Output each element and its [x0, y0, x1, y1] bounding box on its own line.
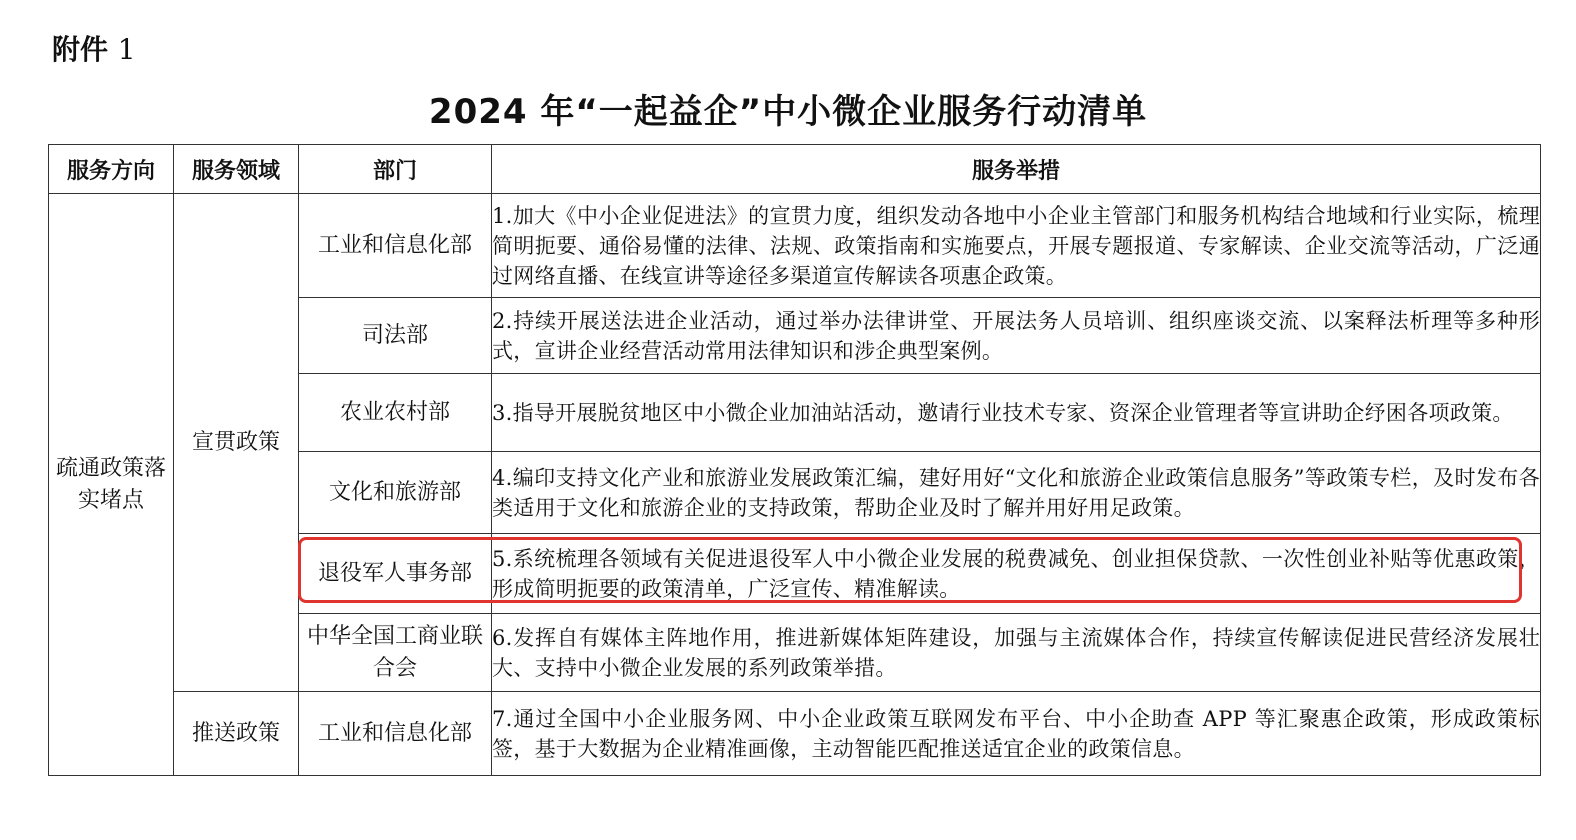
measure-cell: 3.指导开展脱贫地区中小微企业加油站活动，邀请行业技术专家、资深企业管理者等宣讲助企纾困各项政策。 — [492, 374, 1541, 452]
attachment-label — [52, 32, 136, 68]
direction-cell: 疏通政策落实堵点 — [49, 194, 174, 776]
measure-cell: 2.持续开展送法进企业活动，通过举办法律讲堂、开展法务人员培训、组织座谈交流、以案释法析理等多种形式，宣讲企业经营活动常用法律知识和涉企典型案例。 — [492, 298, 1541, 374]
service-measures-table — [48, 144, 1541, 776]
measure-cell: 1.加大《中小企业促进法》的宣贯力度，组织发动各地中小企业主管部门和服务机构结合地域和行业实际，梳理简明扼要、通俗易懂的法律、法规、政策指南和实施要点，开展专题报道、专家解读、企业交流等活动，广泛通过网络直播、在线宣讲等途径多渠道宣传解读各项惠企政策。 — [492, 194, 1541, 298]
department-cell: 退役军人事务部 — [299, 534, 492, 614]
header-department: 部门 — [299, 145, 492, 194]
area-cell: 宣贯政策 — [174, 194, 299, 692]
header-measure: 服务举措 — [492, 145, 1541, 194]
document-title: 2024 年“一起益企”中小微企业服务行动清单 — [428, 92, 1148, 132]
department-cell: 工业和信息化部 — [299, 194, 492, 298]
measure-cell: 7.通过全国中小企业服务网、中小企业政策互联网发布平台、中小企助查 APP 等汇聚惠企政策，形成政策标签，基于大数据为企业精准画像，主动智能匹配推送适宜企业的政策信息。 — [492, 692, 1541, 776]
area-cell: 推送政策 — [174, 692, 299, 776]
header-direction: 服务方向 — [49, 145, 174, 194]
measure-cell: 5.系统梳理各领域有关促进退役军人中小微企业发展的税费减免、创业担保贷款、一次性创业补贴等优惠政策，形成简明扼要的政策清单，广泛宣传、精准解读。 — [492, 534, 1541, 614]
department-cell: 文化和旅游部 — [299, 452, 492, 534]
department-cell: 中华全国工商业联合会 — [299, 614, 492, 692]
attachment-number: 1 — [117, 33, 136, 66]
header-area: 服务领域 — [174, 145, 299, 194]
department-cell: 司法部 — [299, 298, 492, 374]
department-cell: 农业农村部 — [299, 374, 492, 452]
table-row — [49, 194, 1541, 298]
measure-cell: 4.编印支持文化产业和旅游业发展政策汇编，建好用好“文化和旅游企业政策信息服务”等政策专栏，及时发布各类适用于文化和旅游企业的支持政策，帮助企业及时了解并用好用足政策。 — [492, 452, 1541, 534]
measure-cell: 6.发挥自有媒体主阵地作用，推进新媒体矩阵建设，加强与主流媒体合作，持续宣传解读促进民营经济发展壮大、支持中小微企业发展的系列政策举措。 — [492, 614, 1541, 692]
attachment-text: 附件 — [52, 33, 109, 66]
table-header-row — [49, 145, 1541, 194]
table-row — [49, 692, 1541, 776]
department-cell: 工业和信息化部 — [299, 692, 492, 776]
